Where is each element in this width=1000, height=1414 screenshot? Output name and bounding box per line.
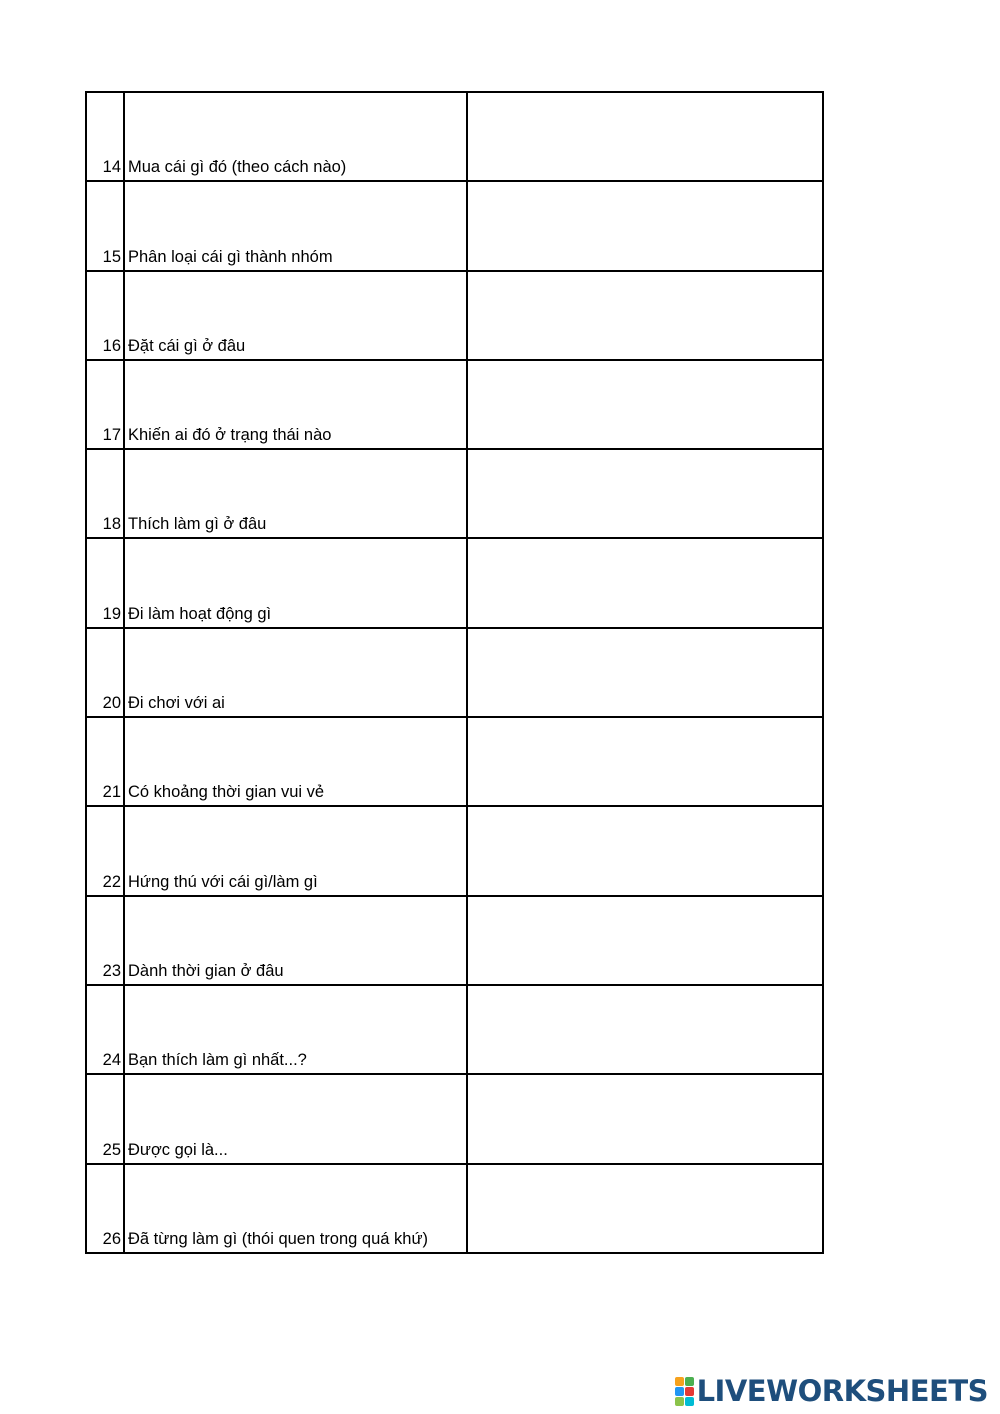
logo-square bbox=[685, 1397, 694, 1406]
row-number: 26 bbox=[86, 1164, 124, 1253]
row-number: 22 bbox=[86, 806, 124, 895]
row-prompt: Khiến ai đó ở trạng thái nào bbox=[124, 360, 467, 449]
table-row bbox=[86, 717, 823, 806]
row-prompt: Phân loại cái gì thành nhóm bbox=[124, 181, 467, 270]
table-row bbox=[86, 806, 823, 895]
row-prompt: Hứng thú với cái gì/làm gì bbox=[124, 806, 467, 895]
table-row bbox=[86, 1164, 823, 1253]
answer-cell[interactable] bbox=[467, 628, 823, 717]
table-row bbox=[86, 271, 823, 360]
liveworksheets-logo-icon bbox=[675, 1377, 694, 1406]
row-number: 14 bbox=[86, 92, 124, 181]
row-number: 25 bbox=[86, 1074, 124, 1163]
table-row bbox=[86, 896, 823, 985]
liveworksheets-logo-text: LIVEWORKSHEETS bbox=[696, 1374, 988, 1408]
row-number: 18 bbox=[86, 449, 124, 538]
answer-cell[interactable] bbox=[467, 271, 823, 360]
row-number: 19 bbox=[86, 538, 124, 627]
table-row bbox=[86, 538, 823, 627]
row-prompt: Đi làm hoạt động gì bbox=[124, 538, 467, 627]
table-row bbox=[86, 360, 823, 449]
answer-cell[interactable] bbox=[467, 985, 823, 1074]
answer-cell[interactable] bbox=[467, 717, 823, 806]
answer-cell[interactable] bbox=[467, 449, 823, 538]
logo-square bbox=[685, 1377, 694, 1386]
worksheet-table bbox=[85, 91, 824, 1254]
logo-square bbox=[685, 1387, 694, 1396]
answer-cell[interactable] bbox=[467, 1074, 823, 1163]
answer-cell[interactable] bbox=[467, 1164, 823, 1253]
row-number: 17 bbox=[86, 360, 124, 449]
table-row bbox=[86, 1074, 823, 1163]
row-prompt: Thích làm gì ở đâu bbox=[124, 449, 467, 538]
table-row bbox=[86, 628, 823, 717]
row-number: 16 bbox=[86, 271, 124, 360]
row-prompt: Dành thời gian ở đâu bbox=[124, 896, 467, 985]
answer-cell[interactable] bbox=[467, 538, 823, 627]
row-prompt: Có khoảng thời gian vui vẻ bbox=[124, 717, 467, 806]
row-prompt: Bạn thích làm gì nhất...? bbox=[124, 985, 467, 1074]
row-prompt: Mua cái gì đó (theo cách nào) bbox=[124, 92, 467, 181]
answer-cell[interactable] bbox=[467, 92, 823, 181]
logo-square bbox=[675, 1387, 684, 1396]
liveworksheets-logo bbox=[675, 1374, 988, 1408]
row-number: 23 bbox=[86, 896, 124, 985]
answer-cell[interactable] bbox=[467, 896, 823, 985]
answer-cell[interactable] bbox=[467, 181, 823, 270]
row-number: 21 bbox=[86, 717, 124, 806]
row-prompt: Đã từng làm gì (thói quen trong quá khứ) bbox=[124, 1164, 467, 1253]
row-prompt: Được gọi là... bbox=[124, 1074, 467, 1163]
table-row bbox=[86, 181, 823, 270]
worksheet-table-body bbox=[86, 92, 823, 1253]
logo-square bbox=[675, 1377, 684, 1386]
row-number: 24 bbox=[86, 985, 124, 1074]
logo-square bbox=[675, 1397, 684, 1406]
row-number: 20 bbox=[86, 628, 124, 717]
row-prompt: Đặt cái gì ở đâu bbox=[124, 271, 467, 360]
answer-cell[interactable] bbox=[467, 806, 823, 895]
answer-cell[interactable] bbox=[467, 360, 823, 449]
row-prompt: Đi chơi với ai bbox=[124, 628, 467, 717]
table-row bbox=[86, 92, 823, 181]
table-row bbox=[86, 449, 823, 538]
row-number: 15 bbox=[86, 181, 124, 270]
table-row bbox=[86, 985, 823, 1074]
